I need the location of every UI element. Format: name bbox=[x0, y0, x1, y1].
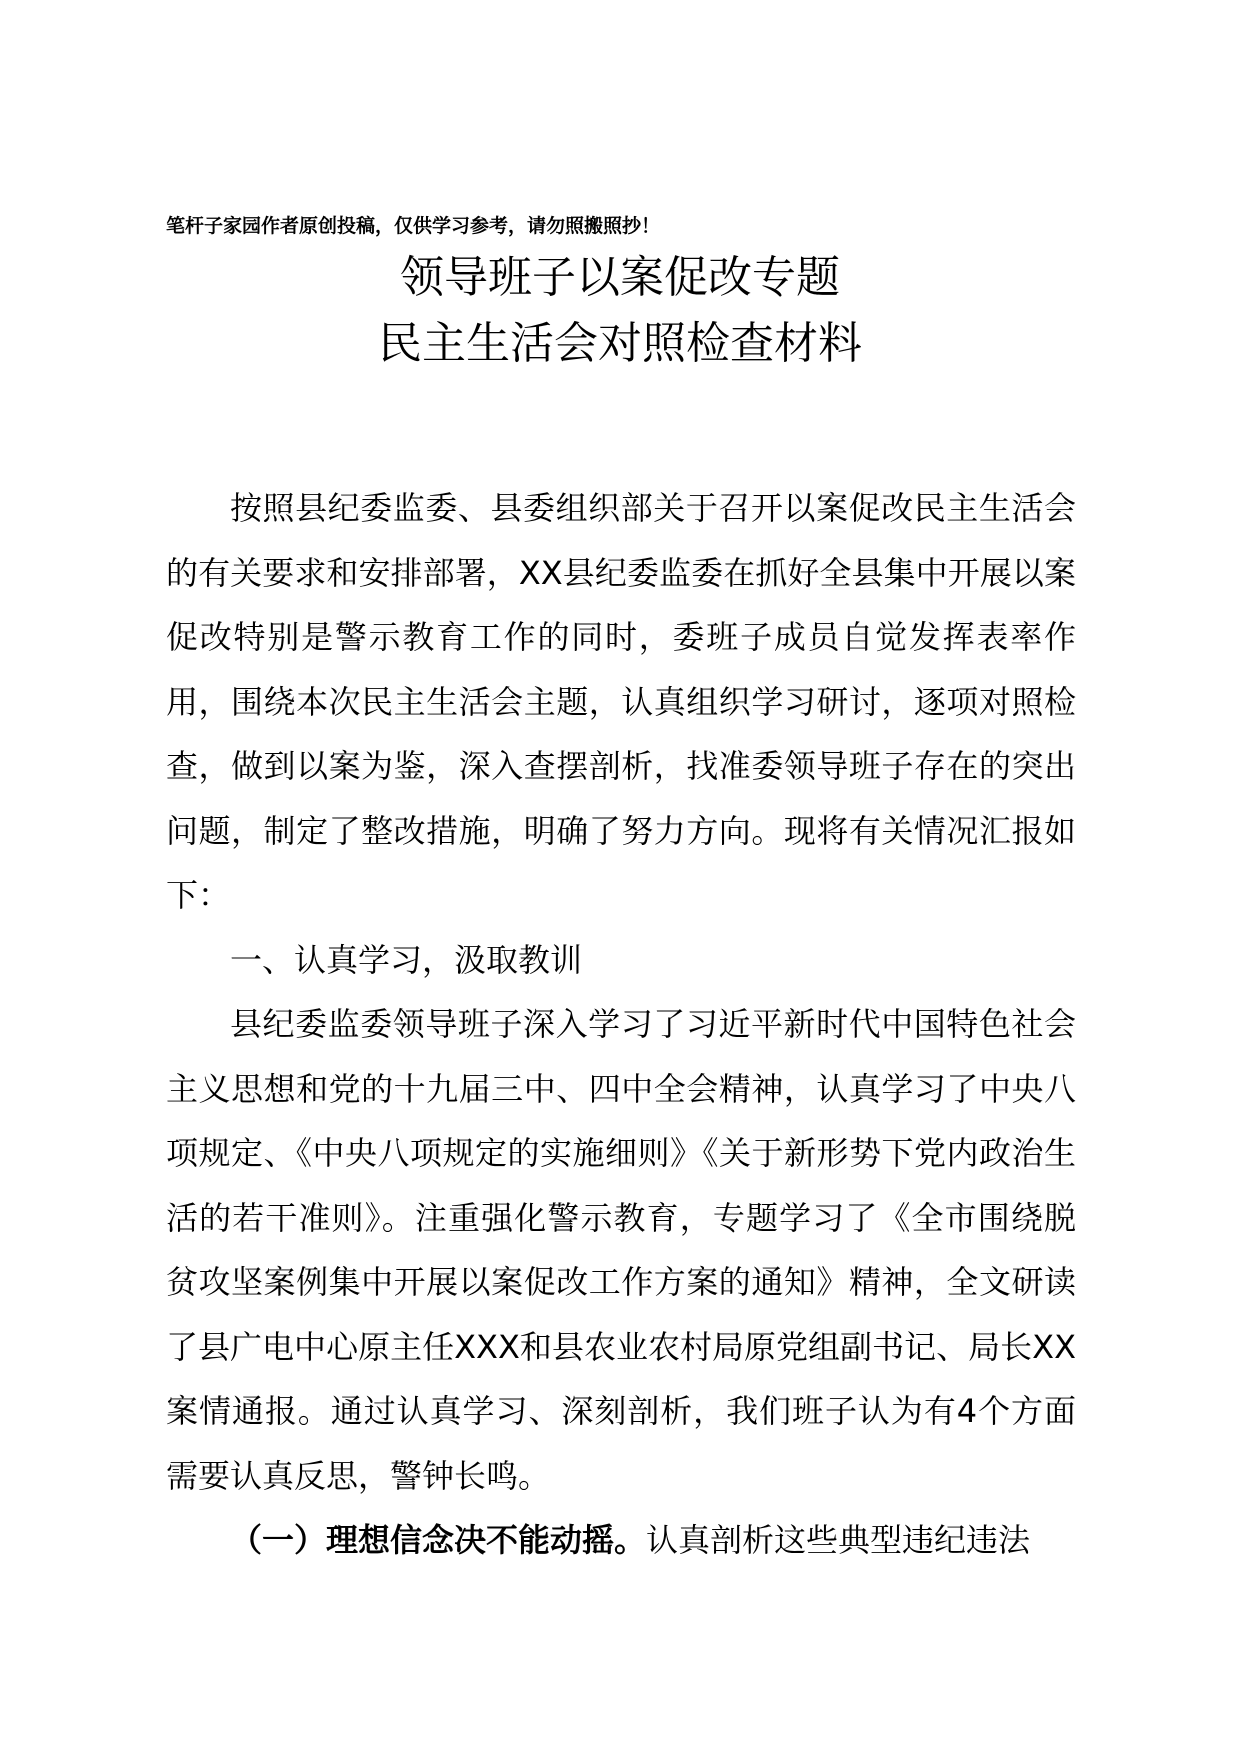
intro-paragraph: 按照县纪委监委、县委组织部关于召开以案促改民主生活会的有关要求和安排部署，XX县纪委监委在抓好全县集中开展以案促改特别是警示教育工作的同时，委班子成员自觉发挥表率作用，围绕本次民主生活会主题，认真组织学习研讨，逐项对照检查，做到以案为鉴，深入查摆剖析，找准委领导班子存在的突出问题，制定了整改措施，明确了努力方向。现将有关情况汇报如下： bbox=[166, 489, 1076, 914]
document-title-line1: 领导班子以案促改专题 bbox=[400, 252, 840, 303]
section-heading-1: 一、认真学习，汲取教训 bbox=[230, 940, 583, 979]
copyright-notice: 笔杆子家园作者原创投稿，仅供学习参考，请勿照搬照抄！ bbox=[166, 215, 661, 237]
subsection-text-1: 认真剖析这些典型违纪违法 bbox=[646, 1521, 1031, 1559]
subsection-heading-1: （一）理想信念决不能动摇。 bbox=[230, 1521, 647, 1559]
study-paragraph: 县纪委监委领导班子深入学习了习近平新时代中国特色社会主义思想和党的十九届三中、四中全会精神，认真学习了中央八项规定、《中央八项规定的实施细则》《关于新形势下党内政治生活的若干准则》。注重强化警示教育，专题学习了《全市围绕脱贫攻坚案例集中开展以案促改工作方案的通知》精神，全文研读了县广电中心原主任XXX和县农业农村局原党组副书记、局长XX案情通报。通过认真学习、深刻剖析，我们班子认为有4个方面需要认真反思，警钟长鸣。 bbox=[166, 1005, 1076, 1495]
subsection-paragraph-1 bbox=[166, 1508, 1076, 1573]
document-body bbox=[166, 476, 1076, 1573]
document-title-line2: 民主生活会对照检查材料 bbox=[378, 318, 862, 369]
